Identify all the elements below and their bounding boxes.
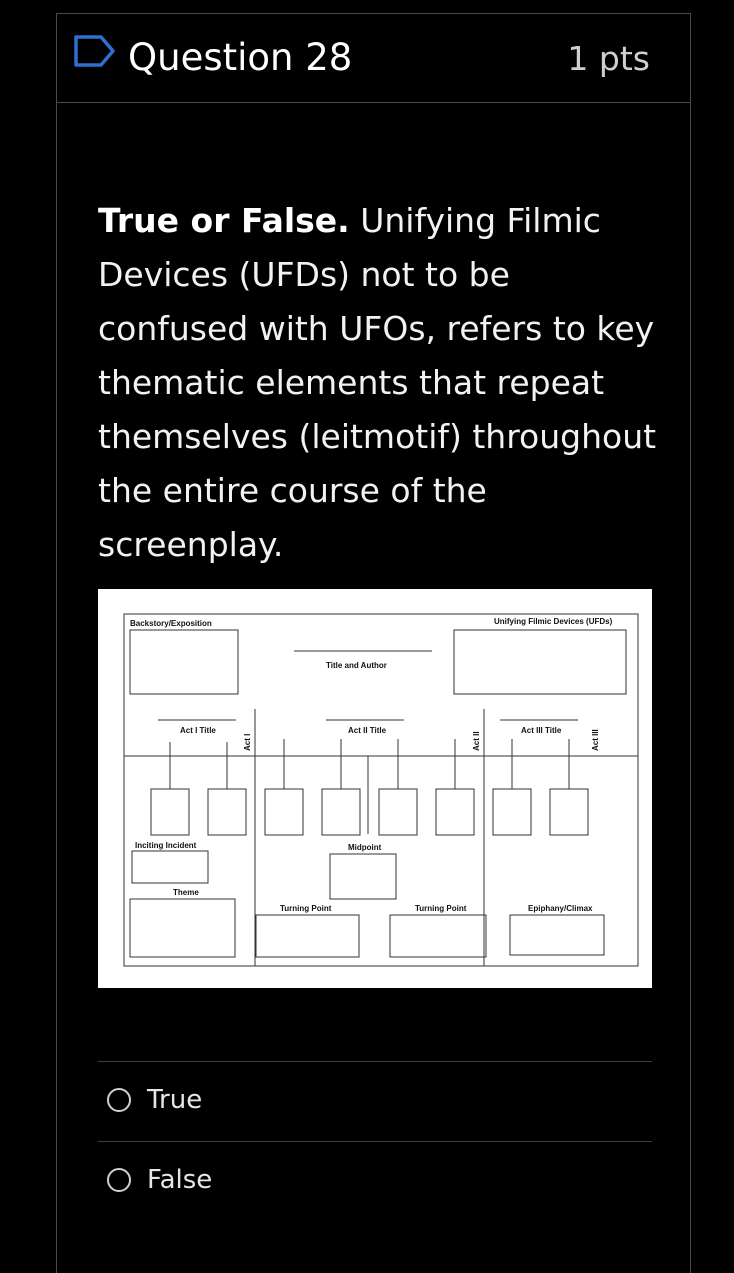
answer-label-false: False [147,1165,213,1195]
midpoint-box [330,854,396,899]
question-card [56,13,691,1273]
flag-icon[interactable] [73,34,117,68]
label-backstory: Backstory/Exposition [130,619,212,628]
prompt-bold: True or False. [98,201,350,240]
label-act3: Act III [591,729,600,751]
ufds-box [454,630,626,694]
radio-icon[interactable] [107,1088,131,1112]
answer-label-true: True [147,1085,203,1115]
question-title: Question 28 [128,36,353,79]
label-act1: Act I [243,733,252,751]
label-act2-title: Act II Title [348,726,387,735]
theme-box [130,899,235,957]
backstory-box [130,630,238,694]
epiphany-box [510,915,604,955]
label-inciting-incident: Inciting Incident [135,841,197,850]
question-points: 1 pts [567,39,650,78]
label-turning-point-2: Turning Point [415,904,467,913]
turning-point-2-box [390,915,486,957]
label-midpoint: Midpoint [348,843,382,852]
label-act3-title: Act III Title [521,726,562,735]
screenplay-structure-diagram [98,589,652,988]
prompt-text: Unifying Filmic Devices (UFDs) not to be confused with UFOs, refers to key thematic elements that repeat themselves (leitmotif) throughout the entire course of the screenplay. [98,201,657,564]
label-act2: Act II [472,731,481,751]
label-title-author: Title and Author [326,661,387,670]
label-theme: Theme [173,888,199,897]
turning-point-1-box [256,915,359,957]
label-act1-title: Act I Title [180,726,216,735]
label-turning-point-1: Turning Point [280,904,332,913]
inciting-incident-box [132,851,208,883]
label-ufds: Unifying Filmic Devices (UFDs) [494,617,613,626]
radio-icon[interactable] [107,1168,131,1192]
answer-divider-middle [98,1141,652,1142]
answer-option-false[interactable] [107,1160,212,1200]
answer-divider-top [98,1061,652,1062]
question-prompt [98,194,658,572]
question-header [57,14,690,103]
label-epiphany: Epiphany/Climax [528,904,593,913]
answer-option-true[interactable] [107,1080,202,1120]
